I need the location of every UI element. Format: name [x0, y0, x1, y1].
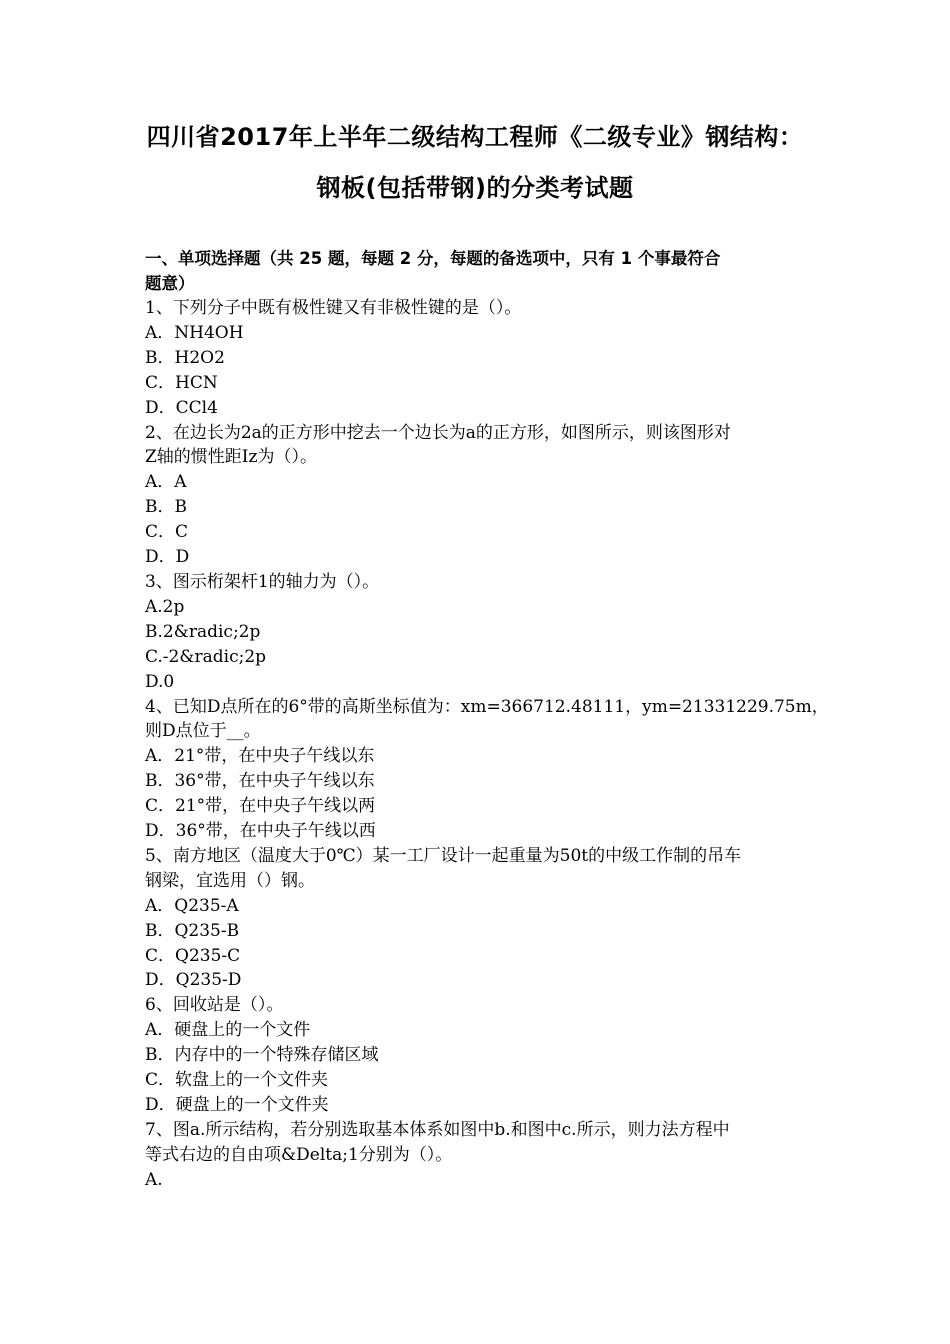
document-title-line-2: 钢板(包括带钢)的分类考试题: [316, 174, 634, 202]
question-4-option-d: D．36°带，在中央子午线以西: [145, 821, 376, 842]
question-3-option-a: A.2p: [145, 596, 185, 617]
question-4-option-a: A．21°带，在中央子午线以东: [145, 746, 375, 767]
question-5-option-b: B．Q235-B: [145, 920, 240, 941]
question-1-option-c: C．HCN: [145, 372, 218, 393]
question-7-stem-line-2: 等式右边的自由项&Delta;1分别为（）。: [145, 1144, 453, 1165]
section-heading-line-2: 题意）: [145, 274, 195, 293]
question-2-option-c: C．C: [145, 522, 189, 543]
question-5-option-a: A．Q235-A: [145, 895, 239, 916]
question-2-option-a: A．A: [145, 472, 187, 493]
question-6-option-b: B．内存中的一个特殊存储区域: [145, 1045, 379, 1066]
question-4-option-b: B．36°带，在中央子午线以东: [145, 771, 375, 792]
document-title-line-1: 四川省2017年上半年二级结构工程师《二级专业》钢结构：: [146, 123, 804, 151]
question-3-option-b: B.2&radic;2p: [145, 621, 261, 642]
question-7-option-a: A.: [145, 1169, 163, 1190]
question-4-stem-line-2: 则D点位于__。: [145, 721, 261, 742]
question-1-option-a: A．NH4OH: [145, 322, 244, 343]
question-3-option-d: D.0: [145, 671, 175, 692]
question-4-stem-line-1: 4、已知D点所在的6°带的高斯坐标值为：xm=366712.48111，ym=21331229.75m，: [145, 696, 829, 717]
section-heading-line-1: 一、单项选择题（共 25 题，每题 2 分，每题的备选项中，只有 1 个事最符合: [145, 249, 721, 268]
question-2-option-d: D．D: [145, 547, 190, 568]
question-4-option-c: C．21°带，在中央子午线以两: [145, 796, 376, 817]
question-5-stem-line-1: 5、南方地区（温度大于0℃）某一工厂设计一起重量为50t的中级工作制的吊车: [145, 845, 742, 866]
question-6-option-c: C．软盘上的一个文件夹: [145, 1070, 329, 1091]
question-1-option-d: D．CCl4: [145, 397, 218, 418]
question-6-stem: 6、回收站是（）。: [145, 995, 284, 1016]
question-5-option-d: D．Q235-D: [145, 970, 242, 991]
question-6-option-a: A．硬盘上的一个文件: [145, 1020, 311, 1041]
question-2-option-b: B．B: [145, 497, 187, 518]
question-2-stem-line-1: 2、在边长为2a的正方形中挖去一个边长为a的正方形，如图所示，则该图形对: [145, 422, 731, 443]
question-7-stem-line-1: 7、图a.所示结构，若分别选取基本体系如图中b.和图中c.所示，则力法方程中: [145, 1119, 730, 1140]
question-6-option-d: D．硬盘上的一个文件夹: [145, 1095, 329, 1115]
question-5-stem-line-2: 钢梁，宜选用（）钢。: [145, 870, 315, 891]
document-body: [145, 246, 829, 1193]
question-1-option-b: B．H2O2: [145, 347, 225, 368]
question-5-option-c: C．Q235-C: [145, 945, 241, 966]
question-3-option-c: C.-2&radic;2p: [145, 646, 267, 667]
question-1-stem: 1、下列分子中既有极性键又有非极性键的是（）。: [145, 298, 522, 318]
question-2-stem-line-2: Z轴的惯性距Iz为（）。: [145, 447, 317, 468]
question-3-stem: 3、图示桁架杆1的轴力为（）。: [145, 571, 380, 592]
